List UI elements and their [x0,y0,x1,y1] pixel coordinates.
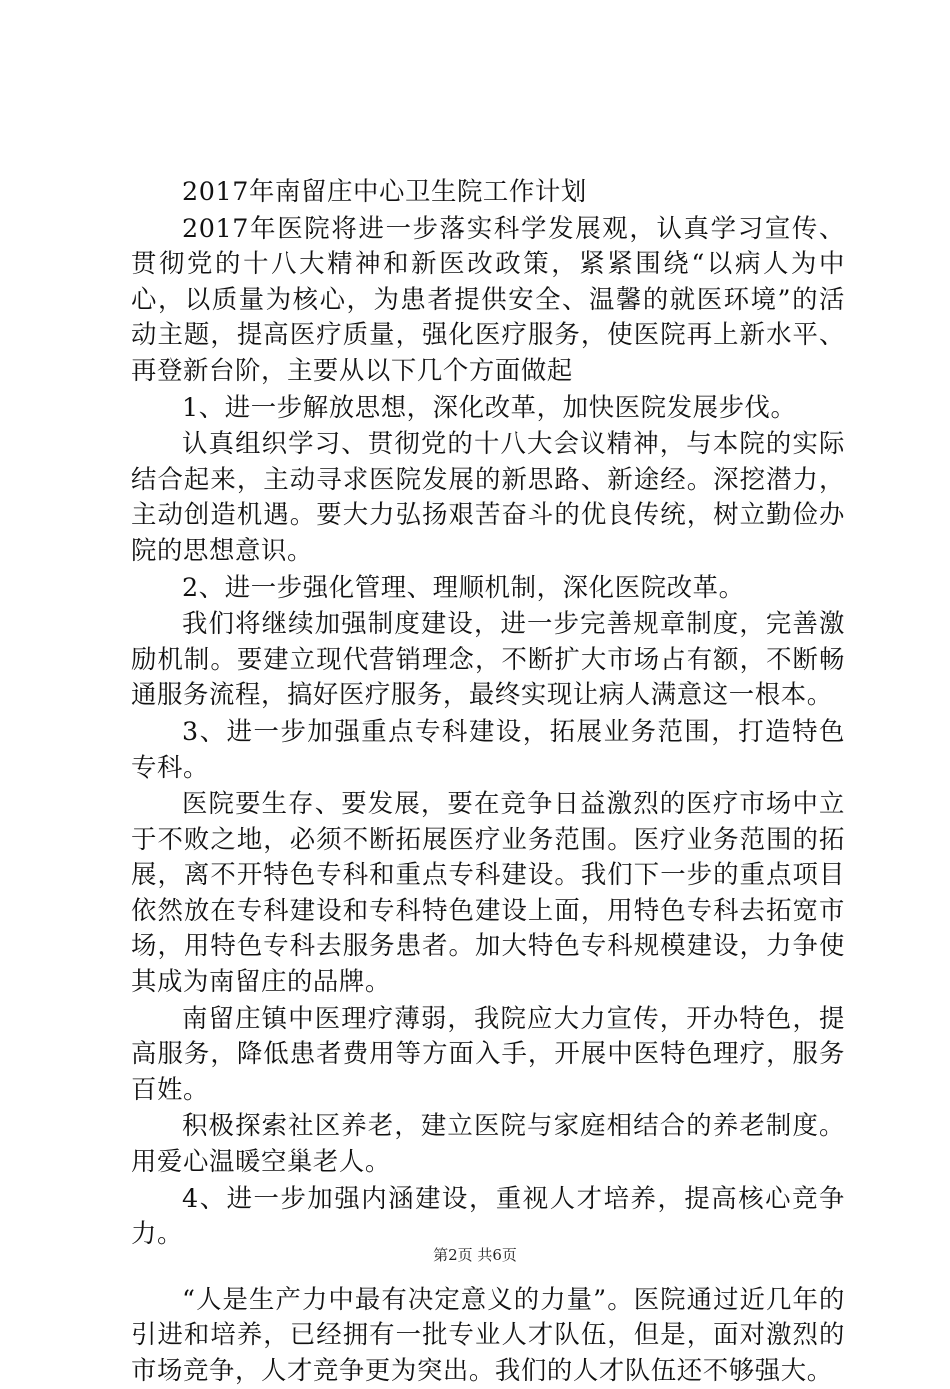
page-number-footer: 第2页 共6页 [433,1246,517,1264]
section-heading-2: 2、进一步强化管理、理顺机制，深化医院改革。 [182,571,745,602]
section-body-4: “人是生产力中最有决定意义的力量”。医院通过近几年的引进和培养，已经拥有一批专业人才队伍，但是，面对激烈的市场竞争，人才竞争更为突出。我们的人才队伍还不够强大。 [131,1283,845,1385]
document-title: 2017年南留庄中心卫生院工作计划 [182,176,587,206]
section-body-3c: 积极探索社区养老，建立医院与家庭相结合的养老制度。用爱心温暖空巢老人。 [131,1110,845,1177]
section-heading-4: 4、进一步加强内涵建设，重视人才培养，提高核心竞争力。 [131,1182,845,1249]
document-body [131,174,845,1389]
section-body-1: 认真组织学习、贯彻党的十八大会议精神，与本院的实际结合起来，主动寻求医院发展的新思路、新途经。深挖潜力，主动创造机遇。要大力弘扬艰苦奋斗的优良传统，树立勤俭办院的思想意识。 [131,428,845,565]
section-body-3b: 南留庄镇中医理疗薄弱，我院应大力宣传，开办特色，提高服务，降低患者费用等方面入手，开展中医特色理疗，服务百姓。 [131,1002,845,1104]
intro-paragraph: 2017年医院将进一步落实科学发展观，认真学习宣传、贯彻党的十八大精神和新医改政策，紧紧围绕“以病人为中心，以质量为核心，为患者提供安全、温馨的就医环境”的活动主题，提高医疗质量，强化医疗服务，使医院再上新水平、再登新台阶，主要从以下几个方面做起 [131,212,845,385]
section-heading-3: 3、进一步加强重点专科建设，拓展业务范围，打造特色专科。 [131,715,845,782]
section-heading-1: 1、进一步解放思想，深化改革，加快医院发展步伐。 [182,391,797,422]
section-body-2: 我们将继续加强制度建设，进一步完善规章制度，完善激励机制。要建立现代营销理念，不断扩大市场占有额，不断畅通服务流程，搞好医疗服务，最终实现让病人满意这一根本。 [131,608,845,710]
section-body-3: 医院要生存、要发展，要在竞争日益激烈的医疗市场中立于不败之地，必须不断拓展医疗业务范围。医疗业务范围的拓展，离不开特色专科和重点专科建设。我们下一步的重点项目依然放在专科建设和专科特色建设上面，用特色专科去拓宽市场，用特色专科去服务患者。加大特色专科规模建设，力争使其成为南留庄的品牌。 [131,788,845,997]
